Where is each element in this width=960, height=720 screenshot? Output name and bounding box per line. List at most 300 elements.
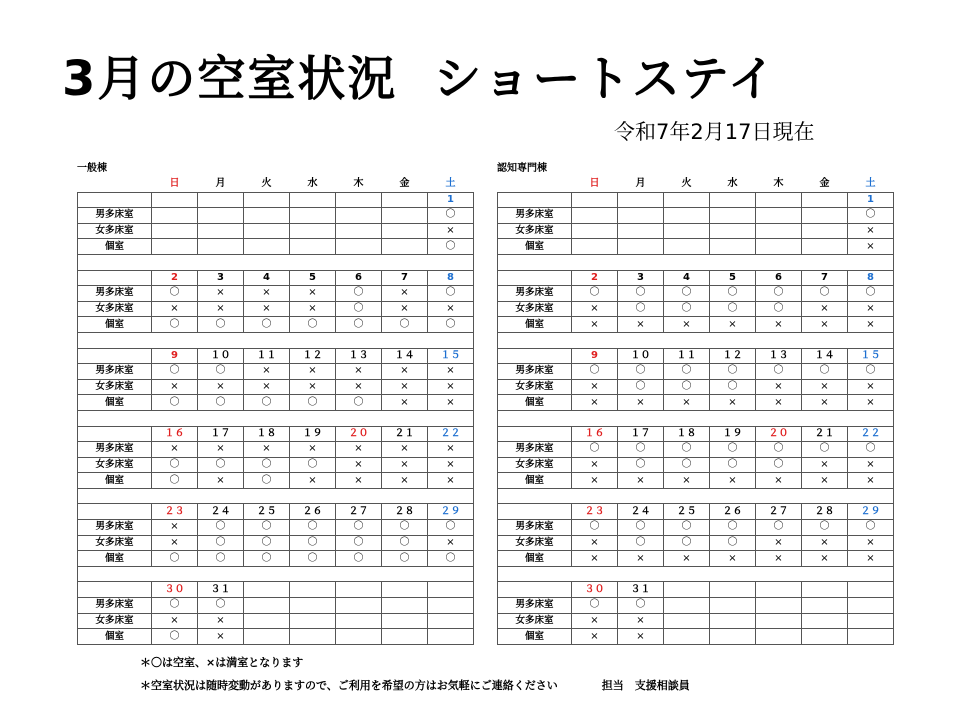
status-cell <box>244 239 290 255</box>
corner-cell <box>78 177 152 192</box>
date-cell: 1 <box>428 192 474 208</box>
date-row <box>498 582 894 598</box>
week-separator <box>498 488 894 504</box>
status-cell: × <box>382 286 428 302</box>
status-cell: 〇 <box>290 395 336 411</box>
status-cell: 〇 <box>290 535 336 551</box>
status-cell: × <box>572 629 618 645</box>
separator-cell <box>78 566 474 582</box>
status-cell: × <box>848 535 894 551</box>
room-row <box>498 379 894 395</box>
status-cell <box>428 629 474 645</box>
date-cell: ２１ <box>382 426 428 442</box>
status-cell: 〇 <box>618 535 664 551</box>
room-row <box>498 520 894 536</box>
room-row <box>78 629 474 645</box>
date-cell <box>618 192 664 208</box>
weekday-header: 木 <box>353 178 364 190</box>
room-row <box>78 457 474 473</box>
status-cell: 〇 <box>664 364 710 380</box>
status-cell: 〇 <box>428 317 474 333</box>
status-cell: × <box>198 473 244 489</box>
status-cell <box>382 598 428 614</box>
date-row <box>78 426 474 442</box>
status-cell: 〇 <box>198 535 244 551</box>
status-cell: 〇 <box>756 442 802 458</box>
date-cell: ２９ <box>848 504 894 520</box>
status-cell: × <box>802 551 848 567</box>
status-cell: 〇 <box>802 520 848 536</box>
status-cell: 〇 <box>756 457 802 473</box>
status-cell: × <box>428 457 474 473</box>
date-cell <box>710 192 756 208</box>
status-cell: × <box>848 395 894 411</box>
status-cell: × <box>710 395 756 411</box>
status-cell <box>152 223 198 239</box>
status-cell: 〇 <box>664 301 710 317</box>
status-cell <box>428 598 474 614</box>
status-cell: 〇 <box>244 520 290 536</box>
status-cell: 〇 <box>710 442 756 458</box>
room-row <box>498 535 894 551</box>
date-cell: １７ <box>198 426 244 442</box>
date-cell: ２３ <box>152 504 198 520</box>
status-cell <box>244 598 290 614</box>
status-cell: 〇 <box>664 379 710 395</box>
status-cell: 〇 <box>382 520 428 536</box>
date-cell: ２４ <box>618 504 664 520</box>
status-cell: × <box>428 535 474 551</box>
status-cell <box>664 613 710 629</box>
status-cell: × <box>198 613 244 629</box>
date-cell: ２６ <box>710 504 756 520</box>
status-cell: × <box>244 286 290 302</box>
date-row-label <box>498 504 572 520</box>
status-cell <box>382 208 428 224</box>
status-cell: × <box>572 395 618 411</box>
week-separator <box>498 410 894 426</box>
date-cell <box>664 192 710 208</box>
status-cell: × <box>198 286 244 302</box>
status-cell <box>382 223 428 239</box>
date-cell: 9 <box>152 348 198 364</box>
date-cell <box>756 192 802 208</box>
status-cell: 〇 <box>756 364 802 380</box>
date-cell: 3 <box>618 270 664 286</box>
status-cell: 〇 <box>152 598 198 614</box>
room-type-label: 女多床室 <box>78 457 152 473</box>
room-row <box>498 395 894 411</box>
status-cell: × <box>336 442 382 458</box>
date-row <box>498 504 894 520</box>
date-cell: １９ <box>710 426 756 442</box>
date-cell: １５ <box>848 348 894 364</box>
status-cell: × <box>198 629 244 645</box>
date-cell: 1 <box>848 192 894 208</box>
status-cell: × <box>290 442 336 458</box>
date-row-label <box>78 582 152 598</box>
date-cell: 6 <box>336 270 382 286</box>
date-cell: 4 <box>244 270 290 286</box>
status-cell <box>710 239 756 255</box>
status-cell: × <box>290 473 336 489</box>
weekday-header: 土 <box>445 178 456 190</box>
status-cell: 〇 <box>802 286 848 302</box>
date-cell: 5 <box>290 270 336 286</box>
room-type-label: 男多床室 <box>78 520 152 536</box>
date-row <box>498 270 894 286</box>
wing-dementia <box>497 160 894 645</box>
date-cell <box>664 582 710 598</box>
week-separator <box>498 254 894 270</box>
status-cell: 〇 <box>848 208 894 224</box>
status-cell: 〇 <box>244 535 290 551</box>
status-cell <box>572 223 618 239</box>
status-cell: 〇 <box>618 286 664 302</box>
date-cell: ２８ <box>382 504 428 520</box>
room-row <box>78 442 474 458</box>
status-cell: × <box>198 379 244 395</box>
status-cell: 〇 <box>848 520 894 536</box>
date-cell: 4 <box>664 270 710 286</box>
room-type-label: 男多床室 <box>498 598 572 614</box>
status-cell: × <box>802 473 848 489</box>
status-cell: × <box>572 613 618 629</box>
room-row <box>498 317 894 333</box>
status-cell: 〇 <box>572 598 618 614</box>
room-row <box>78 379 474 395</box>
room-type-label: 男多床室 <box>498 364 572 380</box>
date-cell: ２７ <box>336 504 382 520</box>
status-cell: × <box>572 473 618 489</box>
status-cell <box>290 239 336 255</box>
status-cell: 〇 <box>572 364 618 380</box>
date-cell <box>336 582 382 598</box>
separator-cell <box>498 410 894 426</box>
status-cell: × <box>428 301 474 317</box>
room-type-label: 個室 <box>498 629 572 645</box>
room-type-label: 男多床室 <box>78 364 152 380</box>
room-type-label: 女多床室 <box>78 301 152 317</box>
status-cell <box>802 613 848 629</box>
status-cell: 〇 <box>152 286 198 302</box>
room-row <box>498 239 894 255</box>
room-type-label: 男多床室 <box>498 520 572 536</box>
date-cell: ３０ <box>572 582 618 598</box>
status-cell: 〇 <box>336 317 382 333</box>
room-type-label: 個室 <box>498 395 572 411</box>
status-cell: × <box>618 395 664 411</box>
status-cell <box>152 208 198 224</box>
status-cell: × <box>756 379 802 395</box>
room-type-label: 女多床室 <box>78 223 152 239</box>
room-row <box>78 598 474 614</box>
weekday-header: 金 <box>399 178 410 190</box>
date-cell: ２１ <box>802 426 848 442</box>
status-cell <box>848 598 894 614</box>
date-cell: １１ <box>664 348 710 364</box>
status-cell: 〇 <box>710 364 756 380</box>
weekday-header: 火 <box>681 178 692 190</box>
status-cell: 〇 <box>710 535 756 551</box>
status-cell <box>336 629 382 645</box>
date-cell <box>848 582 894 598</box>
status-cell <box>664 223 710 239</box>
room-row <box>498 598 894 614</box>
date-row-label <box>498 582 572 598</box>
status-cell: 〇 <box>848 442 894 458</box>
status-cell: × <box>848 239 894 255</box>
date-cell: ２２ <box>428 426 474 442</box>
status-cell: × <box>618 613 664 629</box>
weekday-header-row <box>498 177 894 192</box>
date-cell: １０ <box>198 348 244 364</box>
status-cell: × <box>848 317 894 333</box>
date-cell: １３ <box>336 348 382 364</box>
date-cell: 2 <box>572 270 618 286</box>
weekday-header-row <box>78 177 474 192</box>
date-row <box>78 270 474 286</box>
status-cell: × <box>336 457 382 473</box>
status-cell: 〇 <box>336 395 382 411</box>
status-cell: × <box>428 364 474 380</box>
status-cell <box>244 629 290 645</box>
status-cell: 〇 <box>802 364 848 380</box>
date-cell <box>756 582 802 598</box>
room-type-label: 女多床室 <box>498 535 572 551</box>
status-cell <box>664 208 710 224</box>
weekday-header: 木 <box>773 178 784 190</box>
page-title <box>62 40 778 109</box>
availability-table <box>77 177 474 645</box>
status-cell <box>336 613 382 629</box>
weekday-header: 火 <box>261 178 272 190</box>
status-cell <box>664 239 710 255</box>
room-row <box>498 457 894 473</box>
status-cell: × <box>572 317 618 333</box>
status-cell: × <box>802 457 848 473</box>
status-cell: × <box>618 317 664 333</box>
date-cell <box>198 192 244 208</box>
date-cell: ３１ <box>198 582 244 598</box>
status-cell: 〇 <box>756 301 802 317</box>
status-cell: 〇 <box>152 395 198 411</box>
status-cell <box>572 239 618 255</box>
status-cell: × <box>382 395 428 411</box>
room-type-label: 女多床室 <box>498 379 572 395</box>
date-cell: １４ <box>802 348 848 364</box>
status-cell: × <box>802 317 848 333</box>
status-cell <box>572 208 618 224</box>
weekday-header: 水 <box>307 178 318 190</box>
room-type-label: 個室 <box>498 473 572 489</box>
date-row <box>78 504 474 520</box>
date-cell <box>382 192 428 208</box>
status-cell: 〇 <box>428 286 474 302</box>
status-cell: 〇 <box>710 301 756 317</box>
weekday-header: 月 <box>635 178 646 190</box>
status-cell <box>756 239 802 255</box>
status-cell: × <box>802 395 848 411</box>
date-cell <box>710 582 756 598</box>
room-row <box>78 520 474 536</box>
date-cell <box>572 192 618 208</box>
room-row <box>498 364 894 380</box>
status-cell: 〇 <box>428 551 474 567</box>
room-type-label: 男多床室 <box>498 286 572 302</box>
status-cell <box>802 598 848 614</box>
status-cell: × <box>756 535 802 551</box>
separator-cell <box>498 254 894 270</box>
status-cell <box>710 223 756 239</box>
room-row <box>78 551 474 567</box>
status-cell: × <box>382 364 428 380</box>
status-cell: 〇 <box>664 457 710 473</box>
room-type-label: 男多床室 <box>498 208 572 224</box>
as-of-date: 令和7年2月17日現在 <box>614 120 815 144</box>
date-row-label <box>498 426 572 442</box>
status-cell: × <box>382 473 428 489</box>
room-type-label: 個室 <box>78 473 152 489</box>
date-cell: ２９ <box>428 504 474 520</box>
date-cell: 5 <box>710 270 756 286</box>
date-row <box>498 426 894 442</box>
status-cell: × <box>848 457 894 473</box>
status-cell <box>198 239 244 255</box>
room-row <box>498 613 894 629</box>
status-cell: 〇 <box>336 535 382 551</box>
status-cell <box>290 598 336 614</box>
status-cell <box>244 208 290 224</box>
status-cell <box>664 629 710 645</box>
date-row-label <box>78 192 152 208</box>
status-cell: 〇 <box>290 551 336 567</box>
status-cell: 〇 <box>618 301 664 317</box>
status-cell <box>710 598 756 614</box>
status-cell: × <box>756 395 802 411</box>
date-cell <box>428 582 474 598</box>
room-type-label: 女多床室 <box>498 223 572 239</box>
separator-cell <box>78 488 474 504</box>
status-cell <box>618 239 664 255</box>
status-cell: × <box>664 473 710 489</box>
date-cell: １０ <box>618 348 664 364</box>
date-cell: ３０ <box>152 582 198 598</box>
room-row <box>78 364 474 380</box>
status-cell: × <box>428 395 474 411</box>
status-cell <box>290 208 336 224</box>
status-cell: 〇 <box>336 301 382 317</box>
status-cell <box>802 208 848 224</box>
status-cell: × <box>848 551 894 567</box>
status-cell: 〇 <box>618 364 664 380</box>
status-cell <box>382 629 428 645</box>
status-cell: × <box>428 442 474 458</box>
date-cell <box>802 582 848 598</box>
status-cell: × <box>152 442 198 458</box>
status-cell: × <box>618 551 664 567</box>
status-cell: × <box>664 551 710 567</box>
status-cell <box>710 613 756 629</box>
date-cell: １３ <box>756 348 802 364</box>
room-row <box>78 208 474 224</box>
room-row <box>498 629 894 645</box>
status-cell: 〇 <box>572 442 618 458</box>
status-cell <box>756 598 802 614</box>
date-cell: ２３ <box>572 504 618 520</box>
status-cell: × <box>848 379 894 395</box>
date-row-label <box>78 270 152 286</box>
staff-label: 担当 支援相談員 <box>601 679 690 692</box>
date-cell: １６ <box>152 426 198 442</box>
status-cell: × <box>572 535 618 551</box>
status-cell: 〇 <box>152 551 198 567</box>
status-cell: × <box>802 379 848 395</box>
status-cell <box>290 223 336 239</box>
status-cell: 〇 <box>198 317 244 333</box>
status-cell: 〇 <box>198 457 244 473</box>
status-cell: 〇 <box>382 535 428 551</box>
status-cell <box>618 208 664 224</box>
status-cell <box>336 223 382 239</box>
wing-label: 一般棟 <box>77 163 107 174</box>
status-cell: × <box>428 473 474 489</box>
status-cell: × <box>710 473 756 489</box>
room-row <box>78 473 474 489</box>
status-cell <box>152 239 198 255</box>
date-row-label <box>78 504 152 520</box>
status-cell: 〇 <box>572 520 618 536</box>
status-cell: 〇 <box>198 395 244 411</box>
page-title-main: 3月の空室状況 <box>62 51 398 107</box>
separator-cell <box>498 566 894 582</box>
date-cell: １５ <box>428 348 474 364</box>
date-cell: 7 <box>382 270 428 286</box>
status-cell: 〇 <box>152 317 198 333</box>
weekday-header: 金 <box>819 178 830 190</box>
week-separator <box>78 410 474 426</box>
room-type-label: 男多床室 <box>78 208 152 224</box>
date-row-label <box>78 426 152 442</box>
date-row <box>498 192 894 208</box>
status-cell: × <box>572 301 618 317</box>
date-cell: 9 <box>572 348 618 364</box>
date-row-label <box>498 348 572 364</box>
availability-table <box>497 177 894 645</box>
room-type-label: 男多床室 <box>78 598 152 614</box>
room-type-label: 女多床室 <box>78 379 152 395</box>
date-cell: １８ <box>244 426 290 442</box>
week-separator <box>78 332 474 348</box>
status-cell: 〇 <box>244 473 290 489</box>
status-cell <box>848 629 894 645</box>
status-cell: × <box>290 379 336 395</box>
status-cell <box>756 613 802 629</box>
room-row <box>78 395 474 411</box>
room-type-label: 女多床室 <box>498 457 572 473</box>
status-cell: × <box>664 317 710 333</box>
room-type-label: 個室 <box>78 395 152 411</box>
status-cell: × <box>802 535 848 551</box>
status-cell: 〇 <box>664 520 710 536</box>
weekday-header: 日 <box>169 178 180 190</box>
status-cell <box>336 239 382 255</box>
status-cell <box>336 598 382 614</box>
weekday-header: 月 <box>215 178 226 190</box>
date-cell: 7 <box>802 270 848 286</box>
status-cell <box>336 208 382 224</box>
status-cell: × <box>382 442 428 458</box>
